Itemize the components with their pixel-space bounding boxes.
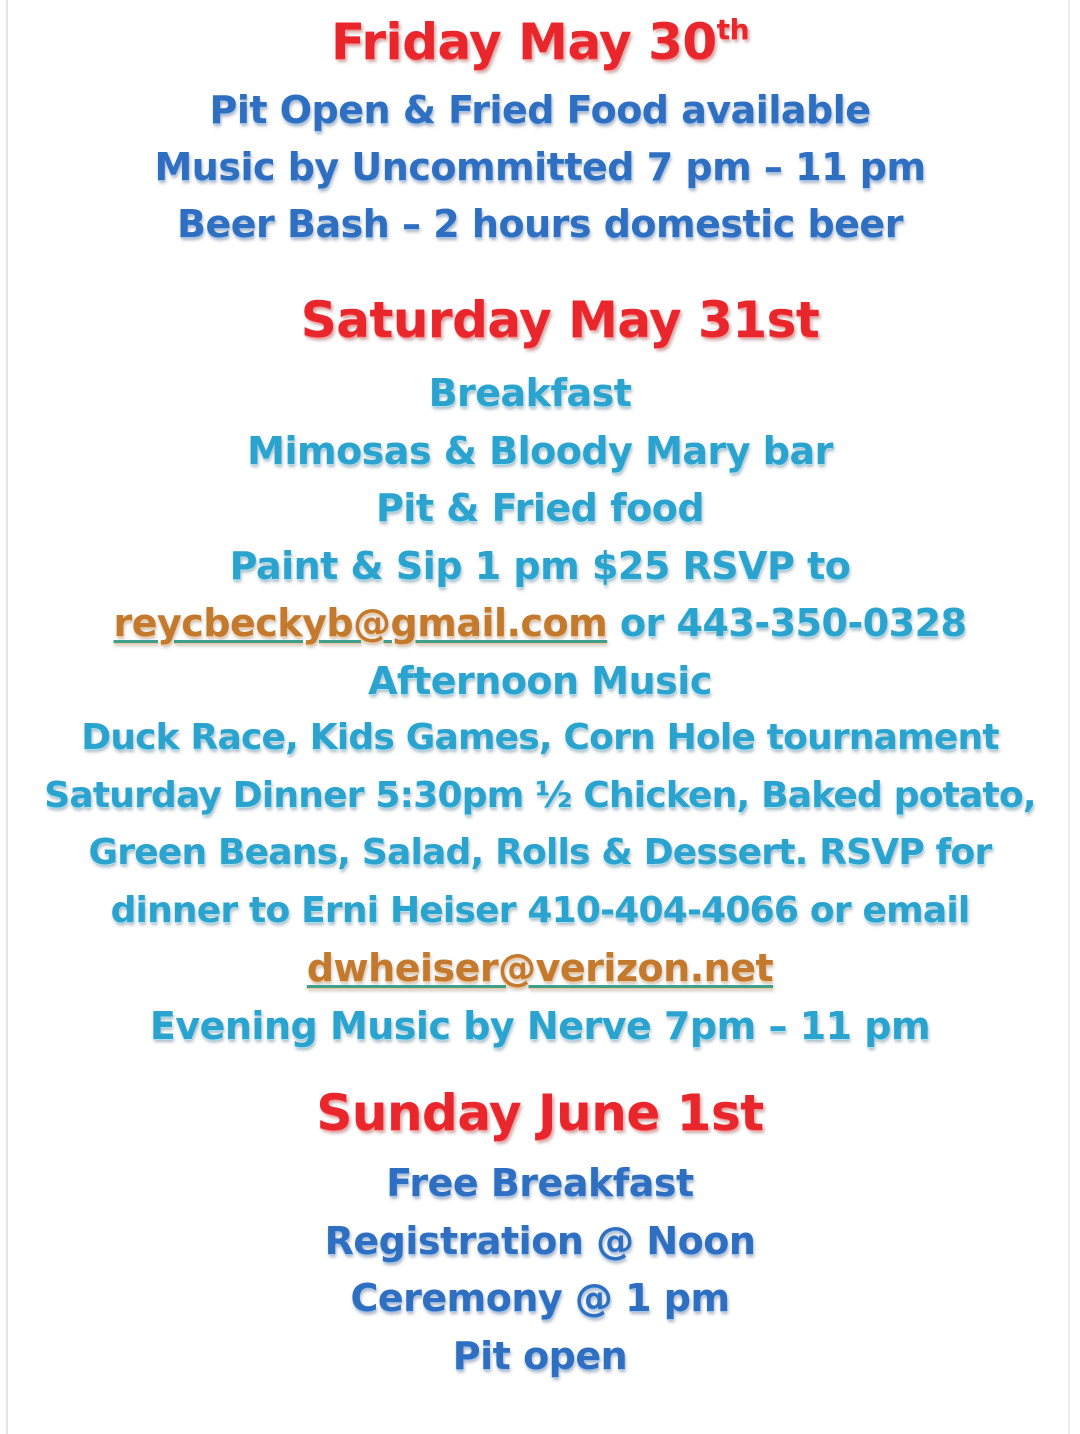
friday-heading-text: Friday May 30: [330, 13, 717, 71]
sunday-line-breakfast: Free Breakfast: [386, 1161, 694, 1205]
sunday-heading: Sunday June 1st: [316, 1084, 764, 1142]
saturday-line-games: Duck Race, Kids Games, Corn Hole tournament: [81, 717, 999, 758]
saturday-line-evening-music: Evening Music by Nerve 7pm – 11 pm: [149, 1004, 931, 1048]
saturday-heading: Saturday May 31st: [300, 291, 820, 349]
sunday-line-pit-open: Pit open: [452, 1334, 628, 1378]
saturday-line-breakfast: Breakfast: [428, 371, 632, 415]
friday-line-pit: Pit Open & Fried Food available: [209, 88, 871, 132]
saturday-line-dinner-2: Green Beans, Salad, Rolls & Dessert. RSVP for: [88, 832, 992, 873]
saturday-line-mimosas: Mimosas & Bloody Mary bar: [247, 429, 833, 473]
saturday-line-dinner-1: Saturday Dinner 5:30pm ½ Chicken, Baked potato,: [44, 775, 1036, 816]
friday-line-music: Music by Uncommitted 7 pm – 11 pm: [154, 145, 926, 189]
sunday-line-ceremony: Ceremony @ 1 pm: [350, 1276, 730, 1320]
dinner-email-link[interactable]: dwheiser@verizon.net: [306, 946, 774, 990]
friday-heading-suffix: th: [716, 13, 750, 46]
saturday-line-pit-food: Pit & Fried food: [375, 486, 705, 530]
paint-sip-phone: or 443-350-0328: [607, 601, 967, 645]
friday-heading: [0, 12, 1080, 72]
friday-line-beer-bash: Beer Bash – 2 hours domestic beer: [177, 202, 903, 246]
sunday-line-registration: Registration @ Noon: [324, 1219, 756, 1263]
saturday-line-dinner-email: [0, 943, 1080, 993]
saturday-line-paint-sip: Paint & Sip 1 pm $25 RSVP to: [229, 544, 851, 588]
paint-sip-email-link[interactable]: reycbeckyb@gmail.com: [113, 601, 608, 645]
saturday-line-paint-contact: [0, 598, 1080, 648]
saturday-line-dinner-3: dinner to Erni Heiser 410-404-4066 or email: [110, 890, 970, 931]
saturday-line-afternoon-music: Afternoon Music: [368, 659, 712, 703]
